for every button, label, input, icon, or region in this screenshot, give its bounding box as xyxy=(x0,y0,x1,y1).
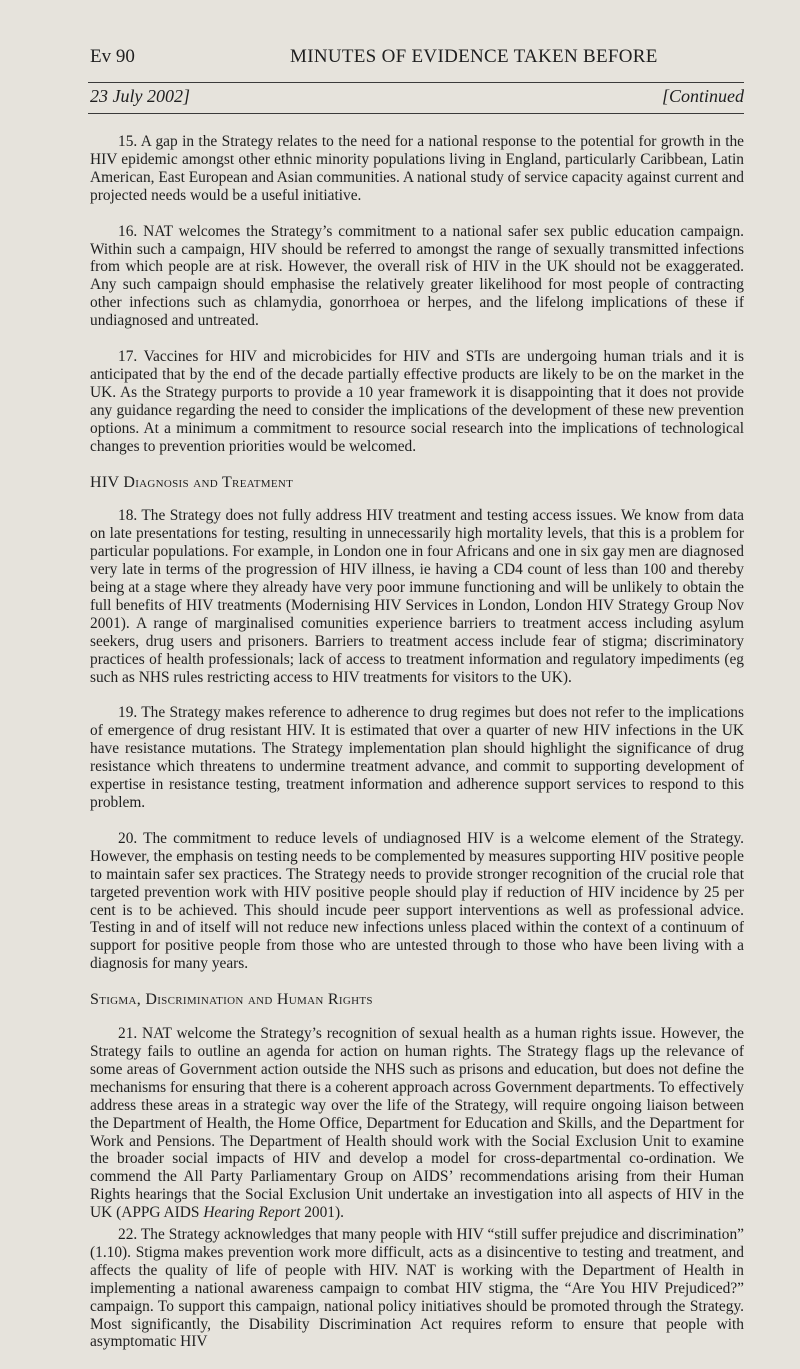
paragraph-17: 17. Vaccines for HIV and microbicides for HIV and STIs are undergoing human trials and it is anticipated that by the end of the decade partially effective products are likely to be on the market in the UK. As the Strategy purports to provide a 10 year framework it is disappointing that it does not provide any guidance regarding the need to consider the implications of the development of these new prevention options. At a minimum a commitment to resource social research into the implications of technological changes to prevention priorities would be welcomed. xyxy=(90,348,744,455)
paragraph-16: 16. NAT welcomes the Strategy’s commitment to a national safer sex public education campaign. Within such a campaign, HIV should be referred to amongst the range of sexually transmitted infections from which people are at risk. However, the overall risk of HIV in the UK should not be exaggerated. Any such campaign should emphasise the relatively greater likelihood for most people of contracting other infections such as chlamydia, gonorrhoea or herpes, and the lifelong implications of these if undiagnosed and untreated. xyxy=(90,222,744,330)
running-header xyxy=(90,46,760,70)
hearing-date: 23 July 2002] xyxy=(90,86,190,106)
paragraph-21-tail: 2001). xyxy=(300,1204,344,1222)
date-rule xyxy=(88,113,744,114)
paragraph-21-text: 21. NAT welcome the Strategy’s recognition of sexual health as a human rights issue. However, the Strategy fails to outline an agenda for action on human rights. The Strategy flags up the relevance of some areas of Government action outside the NHS such as prisons and education, but does not define the mechanisms for ensuring that there is a coherent approach across Government departments. To effectively address these areas in a strategic way over the life of the Strategy, will require ongoing liaison between the Department of Health, the Home Office, Department for Education and Skills, and the Department for Work and Pensions. The Department of Health should work with the Social Exclusion Unit to examine the broader social impacts of HIV and develop a model for cross-departmental co-ordination. We commend the All Party Parliamentary Group on AIDS’ recommendations arising from their Human Rights hearings that the Social Exclusion Unit undertake an investigation into all aspects of HIV in the UK (APPG AIDS xyxy=(90,1025,744,1222)
date-line xyxy=(90,86,744,107)
section-heading-diagnosis: HIV Diagnosis and Treatment xyxy=(90,473,294,491)
paragraph-19: 19. The Strategy makes reference to adherence to drug regimes but does not refer to the implications of emergence of drug resistant HIV. It is estimated that over a quarter of new HIV infections in the UK have resistance mutations. The Strategy implementation plan should highlight the significance of drug resistance which threatens to undermine treatment advance, and commit to supporting development of expertise in resistance testing, treatment information and adherence support services to respond to this problem. xyxy=(90,704,744,811)
running-title: MINUTES OF EVIDENCE TAKEN BEFORE xyxy=(290,46,658,67)
section-heading-stigma: Stigma, Discrimination and Human Rights xyxy=(90,991,373,1009)
paragraph-15: 15. A gap in the Strategy relates to the need for a national response to the potential for growth in the HIV epidemic amongst other ethnic minority populations living in England, particularly Caribbean, Latin American, East European and Asian communities. A national study of service capacity against current and projected needs would be a useful initiative. xyxy=(90,133,744,204)
paragraph-20: 20. The commitment to reduce levels of undiagnosed HIV is a welcome element of the Strategy. However, the emphasis on testing needs to be complemented by measures supporting HIV positive people to maintain safer sex practices. The Strategy needs to provide stronger recognition of the crucial role that targeted prevention work with HIV positive people should play if reduction of HIV incidence by 25 per cent is to be achieved. This should incude peer support interventions as well as professional advice. Testing in and of itself will not reduce new infections unless placed within the context of a continuum of support for positive people from those who are untested through to those who have been living with a diagnosis for many years. xyxy=(90,829,744,973)
paragraph-18: 18. The Strategy does not fully address HIV treatment and testing access issues. We know from data on late presentations for testing, resulting in unnecessarily high mortality levels, that this is a problem for particular populations. For example, in London one in four Africans and one in six gay men are diagnosed very late in terms of the progression of HIV illness, ie having a CD4 count of less than 100 and thereby being at a stage where they already have very poor immune functioning and will be unlikely to obtain the full benefits of HIV treatments (Modernising HIV Services in London, London HIV Strategy Group Nov 2001). A range of marginalised comunities experience barriers to treatment access including asylum seekers, drug users and prisoners. Barriers to treatment access include fear of stigma; discriminatory practices of health professionals; lack of access to treatment information and regulatory impediments (eg such as NHS rules restricting access to HIV treatments for visitors to the UK). xyxy=(90,507,744,686)
header-rule xyxy=(88,82,744,83)
paragraph-22: 22. The Strategy acknowledges that many people with HIV “still suffer prejudice and discrimination” (1.10). Stigma makes prevention work more difficult, acts as a disincentive to testing and treatment, and affects the quality of life of people with HIV. NAT is working with the Department of Health in implementing a national awareness campaign to combat HIV stigma, the “Are You HIV Prejudiced?” campaign. To support this campaign, national policy initiatives should be promoted through the Strategy. Most significantly, the Disability Discrimination Act requires reform to ensure that people with asymptomatic HIV xyxy=(90,1226,744,1351)
report-title: Hearing Report xyxy=(203,1204,301,1222)
body-text xyxy=(90,133,744,1369)
paragraph-21 xyxy=(90,1025,744,1222)
page-number: Ev 90 xyxy=(90,46,135,67)
continued-label: [Continued xyxy=(661,86,744,106)
